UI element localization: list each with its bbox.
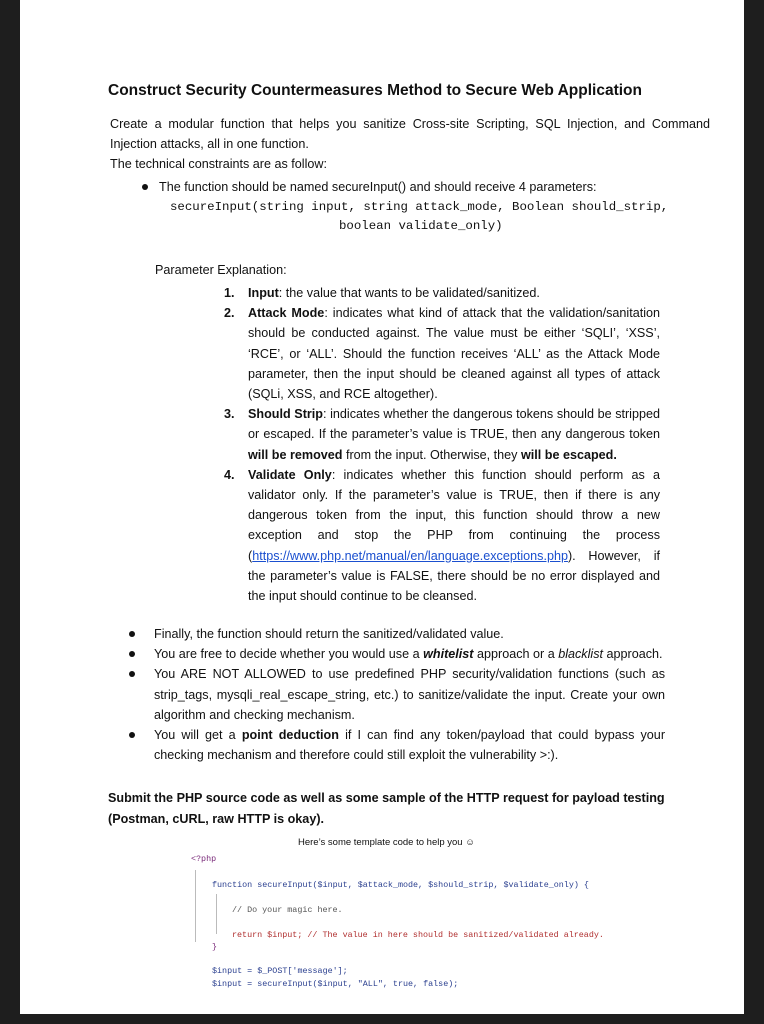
bullet-icon — [129, 651, 135, 657]
bullet-icon — [129, 631, 135, 637]
signature-line-2: boolean validate_only) — [339, 219, 503, 233]
bullet-list — [125, 624, 665, 765]
bullet-text: You are free to decide whether you would use a — [154, 647, 424, 662]
param-item — [224, 303, 660, 404]
bullet-text: approach. — [603, 647, 663, 662]
bullet-function-name: The function should be named secureInput() and should receive 4 parameters: — [159, 180, 597, 194]
document-title: Construct Security Countermeasures Method to Secure Web Application — [108, 82, 642, 99]
param-number: 1. — [224, 286, 235, 300]
code-return-line: return $input; // The value in here should be sanitized/validated already. — [232, 930, 604, 940]
param-text: : indicates what kind of attack that the validation/sanitation should be conducted against. The value must be either ‘SQLI’, ‘XSS’, ‘RCE’, or ‘ALL’. Should the function receives ‘ALL’ as the Attack Mode parameter, then the input should be cleaned against all types of attack (SQLi, XSS, and RCE altogether). — [248, 306, 661, 402]
param-emphasis: will be removed — [248, 447, 343, 462]
intro-paragraph: Create a modular function that helps you sanitize Cross-site Scripting, SQL Injection, and Command Injection attacks, all in one function. — [110, 117, 710, 151]
code-close-brace: } — [212, 942, 218, 952]
param-text: : the value that wants to be validated/sanitized. — [278, 286, 540, 300]
code-post-line: $input = $_POST['message']; — [212, 966, 348, 976]
constraints-intro: The technical constraints are as follow: — [110, 157, 327, 171]
bullet-emphasis: whitelist — [423, 647, 474, 662]
list-item — [125, 725, 665, 765]
param-text: ). However, if the parameter’s value is FALSE, there should be no error displayed and the input should continue to be cleansed. — [248, 548, 660, 604]
param-heading: Parameter Explanation: — [155, 263, 287, 277]
code-open-tag: <?php — [191, 854, 217, 864]
param-text: : indicates whether the dangerous tokens should be stripped or escaped. If the parameter’s value is TRUE, then any dangerous token — [248, 407, 660, 442]
code-comment: // Do your magic here. — [232, 905, 343, 915]
bullet-icon — [142, 184, 148, 190]
code-function-line: function secureInput($input, $attack_mode, $should_strip, $validate_only) { — [212, 880, 589, 890]
bullet-text: approach or a — [473, 647, 559, 662]
param-number: 2. — [224, 306, 235, 321]
param-item — [224, 465, 660, 606]
param-text: from the input. Otherwise, they — [342, 447, 521, 462]
param-name: Should Strip — [248, 407, 323, 422]
list-item — [125, 624, 665, 644]
param-list — [224, 283, 660, 606]
param-item — [224, 283, 660, 303]
param-text: : indicates whether this function should perform as a validator only. If the parameter’s value is TRUE, then if there is any dangerous token from the input, this function should throw a new exception and stop the PHP from continuing the process ( — [248, 467, 661, 563]
list-item — [125, 644, 665, 664]
param-name: Input — [248, 286, 279, 300]
submission-instructions: Submit the PHP source code as well as some sample of the HTTP request for payload testing (Postman, cURL, raw HTTP is okay). — [108, 791, 665, 826]
bullet-emphasis: blacklist — [558, 647, 603, 662]
param-name: Attack Mode — [248, 306, 325, 321]
template-helper-note: Here’s some template code to help you ☺ — [298, 837, 475, 848]
bullet-text: You ARE NOT ALLOWED to use predefined PHP security/validation functions (such as strip_tags, mysqli_real_escape_string, etc.) to sanitize/validate the input. Create your own algorithm and checking mechanism. — [154, 667, 665, 722]
param-number: 4. — [224, 467, 235, 482]
bullet-icon — [129, 671, 135, 677]
bullet-text: You will get a — [154, 728, 242, 743]
code-call-line: $input = secureInput($input, "ALL", true, false); — [212, 979, 459, 989]
param-item — [224, 404, 660, 465]
bullet-text: if I can find any token/payload that could bypass your checking mechanism and therefore could still exploit the vulnerability >:). — [154, 728, 666, 763]
list-item — [125, 664, 665, 725]
bullet-text: Finally, the function should return the sanitized/validated value. — [154, 627, 504, 641]
param-number: 3. — [224, 407, 235, 422]
code-indent-guide — [195, 870, 196, 942]
param-name: Validate Only — [248, 467, 332, 482]
param-emphasis: will be escaped. — [520, 447, 617, 462]
php-exceptions-link[interactable]: https://www.php.net/manual/en/language.exceptions.php — [252, 548, 568, 563]
code-indent-guide — [216, 894, 217, 934]
bullet-icon — [129, 732, 135, 738]
bullet-emphasis: point deduction — [241, 728, 339, 743]
signature-line-1: secureInput(string input, string attack_mode, Boolean should_strip, — [170, 200, 669, 214]
document-page — [20, 0, 744, 1014]
